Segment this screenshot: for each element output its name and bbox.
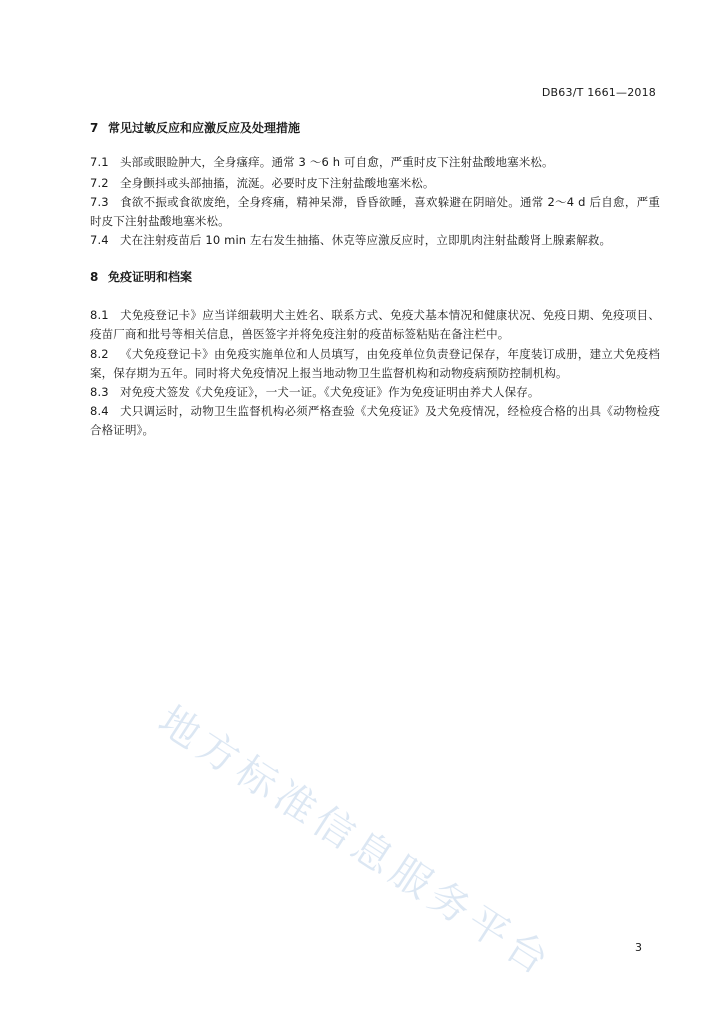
clause-text: 全身颤抖或头部抽搐，流涎。必要时皮下注射盐酸地塞米松。 [120, 176, 435, 190]
clause-7-2 [90, 174, 660, 193]
section-8 [90, 268, 660, 286]
clause-text: 犬在注射疫苗后 10 min 左右发生抽搐、休克等应激反应时，立即肌肉注射盐酸肾上腺素解救。 [120, 233, 612, 247]
clause-8-4 [90, 402, 660, 439]
section-number: 7 [90, 121, 99, 135]
clause-text: 犬只调运时，动物卫生监督机构必须严格查验《犬免疫证》及犬免疫情况，经检疫合格的出具《动物检疫合格证明》。 [90, 404, 660, 437]
clause-7-1 [90, 153, 660, 172]
clause-number: 8.4 [90, 404, 109, 418]
clause-text: 《犬免疫登记卡》由免疫实施单位和人员填写，由免疫单位负责登记保存，年度装订成册，建立犬免疫档案，保存期为五年。同时将犬免疫情况上报当地动物卫生监督机构和动物疫病预防控制机构。 [90, 347, 660, 380]
clause-number: 8.1 [90, 308, 109, 322]
section-7 [90, 119, 660, 137]
clause-number: 7.1 [90, 155, 109, 169]
page-number: 3 [635, 941, 642, 954]
clause-8-2 [90, 345, 660, 382]
clause-number: 7.3 [90, 195, 109, 209]
clause-number: 8.2 [90, 347, 109, 361]
clause-text: 犬免疫登记卡》应当详细载明犬主姓名、联系方式、免疫犬基本情况和健康状况、免疫日期、免疫项目、疫苗厂商和批号等相关信息，兽医签字并将免疫注射的疫苗标签粘贴在备注栏中。 [90, 308, 660, 341]
section-title: 免疫证明和档案 [108, 270, 193, 284]
clause-text: 头部或眼睑肿大，全身瘙痒。通常 3 ～6 h 可自愈，严重时皮下注射盐酸地塞米松。 [120, 155, 554, 169]
section-heading [90, 268, 660, 286]
section-heading [90, 119, 660, 137]
clause-8-3 [90, 383, 660, 402]
clause-number: 8.3 [90, 385, 109, 399]
standard-code: DB63/T 1661—2018 [541, 86, 656, 99]
clause-7-4 [90, 231, 660, 250]
clause-text: 食欲不振或食欲废绝，全身疼痛，精神呆滞，昏昏欲睡，喜欢躲避在阴暗处。通常 2～4 d 后自愈，严重时皮下注射盐酸地塞米松。 [90, 195, 660, 228]
watermark: 地方标准信息服务平台 [150, 697, 561, 987]
section-title: 常见过敏反应和应激反应及处理措施 [108, 121, 301, 135]
clause-number: 7.2 [90, 176, 109, 190]
clause-number: 7.4 [90, 233, 109, 247]
clause-7-3 [90, 193, 660, 230]
clause-text: 对免疫犬签发《犬免疫证》，一犬一证。《犬免疫证》作为免疫证明由养犬人保存。 [120, 385, 540, 399]
clause-8-1 [90, 306, 660, 343]
section-number: 8 [90, 270, 99, 284]
